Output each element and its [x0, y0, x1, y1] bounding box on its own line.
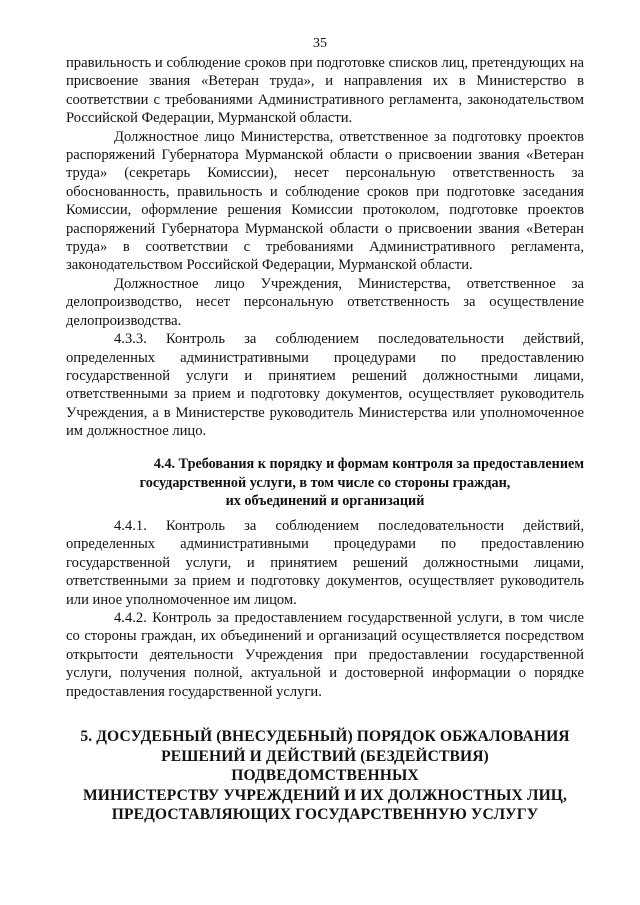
section-heading-4-4	[66, 455, 584, 511]
section-heading-line: государственной услуги, в том числе со стороны граждан,	[139, 474, 511, 491]
paragraph-4-4-2: 4.4.2. Контроль за предоставлением государственной услуги, в том числе со стороны граждан, их объединений и организаций осуществляется посредством открытости деятельности Учреждения при предоставлении государственной услуги, получения полной, актуальной и достоверной информации о порядке предоставления государственной услуги.	[66, 610, 584, 700]
section-heading-line: ПРЕДОСТАВЛЯЮЩИХ ГОСУДАРСТВЕННУЮ УСЛУГУ	[111, 806, 539, 824]
section-heading-line: 5. ДОСУДЕБНЫЙ (ВНЕСУДЕБНЫЙ) ПОРЯДОК ОБЖАЛОВАНИЯ	[80, 728, 570, 745]
section-heading-line: РЕШЕНИЙ И ДЕЙСТВИЙ (БЕЗДЕЙСТВИЯ) ПОДВЕДОМСТВЕННЫХ	[161, 747, 489, 785]
paragraph-4-3-3: 4.3.3. Контроль за соблюдением последовательности действий, определенных административными процедурами по предоставлению государственной услуги и принятием решений должностными лицами, ответственными за прием и подготовку документов, осуществляет руководитель Учреждения, а в Министерстве руководитель Министерства или уполномоченное им должностное лицо.	[66, 331, 584, 440]
paragraph-continuation: правильность и соблюдение сроков при подготовке списков лиц, претендующих на присвоение звания «Ветеран труда», и направления их в Министерство в соответствии с требованиями Административного регламента, законодательством Российской Федерации, Мурманской области.	[66, 55, 584, 127]
body-text-block-upper	[66, 54, 584, 441]
paragraph-4-4-1: 4.4.1. Контроль за соблюдением последовательности действий, определенных административными процедурами по предоставлению государственной услуги, и принятием решений должностными лицами, ответственными за прием и подготовку документов, осуществляет руководитель или иное уполномоченное им лицом.	[66, 518, 584, 608]
body-text-block-lower	[66, 517, 584, 701]
section-heading-5	[66, 727, 584, 825]
paragraph-commission-secretary: Должностное лицо Министерства, ответственное за подготовку проектов распоряжений Губернатора Мурманской области о присвоении звания «Ветеран труда» (секретарь Комиссии), несет персональную ответственность за обоснованность, правильность и соблюдение сроков при подготовке заседания Комиссии, оформление решения Комиссии протоколом, подготовке проектов распоряжений Губернатора Мурманской области о присвоении звания «Ветеран труда» в соответствии с требованиями Административного регламента, законодательством Российской Федерации, Мурманской области.	[66, 128, 584, 274]
section-heading-line: их объединений и организаций	[225, 493, 425, 510]
section-heading-line: 4.4. Требования к порядку и формам контроля за предоставлением	[153, 456, 584, 472]
section-heading-line: МИНИСТЕРСТВУ УЧРЕЖДЕНИЙ И ИХ ДОЛЖНОСТНЫХ ЛИЦ,	[82, 786, 568, 804]
paragraph-records-officer: Должностное лицо Учреждения, Министерства, ответственное за делопроизводство, несет персональную ответственность за осуществление делопроизводства.	[66, 275, 584, 329]
page-number: 35	[313, 36, 327, 51]
